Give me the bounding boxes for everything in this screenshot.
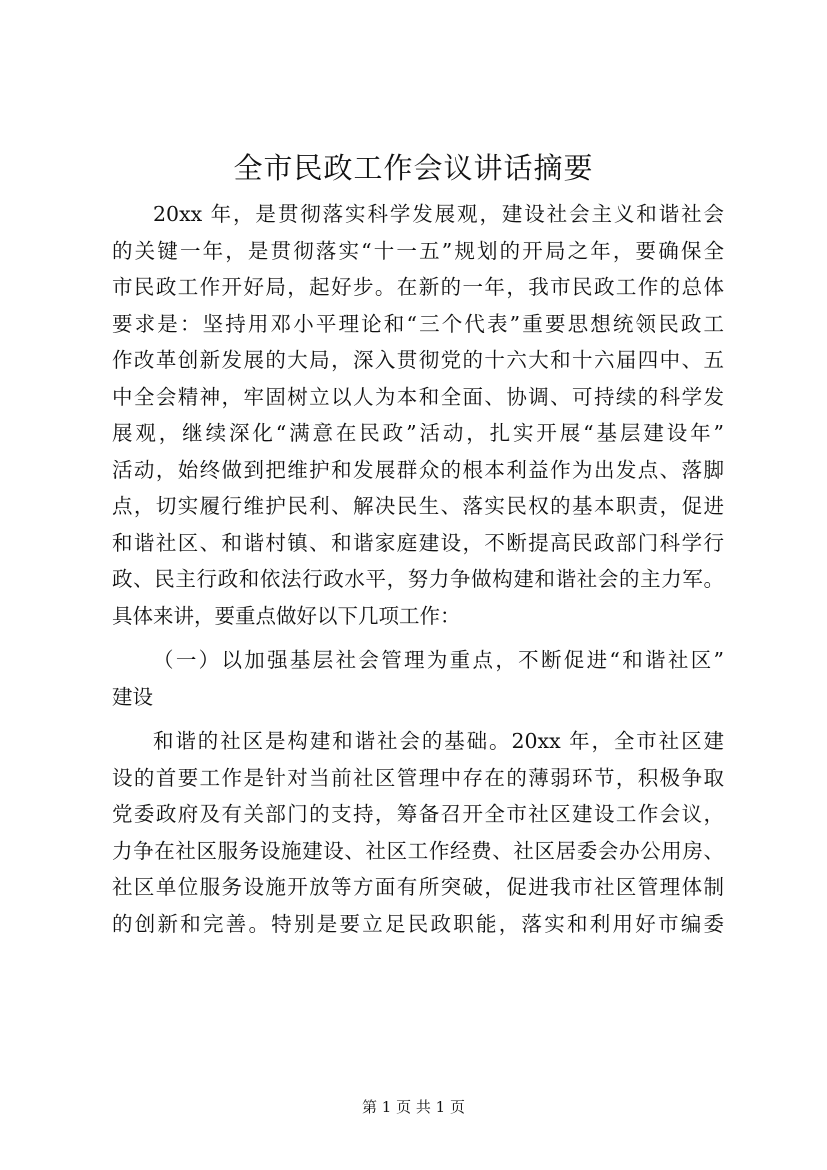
text-line: 市民政工作开好局，起好步。在新的一年，我市民政工作的总体 — [112, 275, 724, 299]
text-line: 的关键一年，是贯彻落实“十一五”规划的开局之年，要确保全 — [112, 238, 724, 263]
page-footer: 第 1 页 共 1 页 — [362, 1098, 465, 1116]
section-heading-line: （一）以加强基层社会管理为重点，不断促进“和谐社区” — [153, 648, 724, 672]
text-line: 展观，继续深化“满意在民政”活动，扎实开展“基层建设年” — [112, 421, 724, 445]
document-title: 全市民政工作会议讲话摘要 — [233, 151, 594, 185]
text-line: 的创新和完善。特别是要立足民政职能，落实和利用好市编委 — [112, 911, 724, 936]
document-body — [112, 196, 724, 942]
text-line: 力争在社区服务设施建设、社区工作经费、社区居委会办公用房、 — [112, 838, 724, 863]
text-line: 中全会精神，牢固树立以人为本和全面、协调、可持续的科学发 — [112, 384, 724, 409]
text-line: 和谐社区、和谐村镇、和谐家庭建设，不断提高民政部门科学行 — [112, 530, 724, 555]
text-line: 社区单位服务设施开放等方面有所突破，促进我市社区管理体制 — [112, 875, 724, 899]
text-line: 20xx 年，是贯彻落实科学发展观，建设社会主义和谐社会 — [153, 202, 724, 226]
text-line: 具体来讲，要重点做好以下几项工作： — [112, 603, 461, 628]
text-line: 政、民主行政和依法行政水平，努力争做构建和谐社会的主力军。 — [112, 567, 724, 591]
text-line: 活动，始终做到把维护和发展群众的根本利益作为出发点、落脚 — [112, 457, 724, 482]
text-line: 要求是：坚持用邓小平理论和“三个代表”重要思想统领民政工 — [112, 311, 724, 336]
text-line: 作改革创新发展的大局，深入贯彻党的十六大和十六届四中、五 — [112, 348, 724, 372]
text-line: 党委政府及有关部门的支持，筹备召开全市社区建设工作会议， — [112, 802, 724, 826]
section-heading-line: 建设 — [112, 684, 153, 709]
text-line: 和谐的社区是构建和谐社会的基础。20xx 年，全市社区建 — [153, 729, 724, 753]
text-line: 设的首要工作是针对当前社区管理中存在的薄弱环节，积极争取 — [112, 765, 724, 790]
text-line: 点，切实履行维护民利、解决民生、落实民权的基本职责，促进 — [112, 494, 724, 518]
